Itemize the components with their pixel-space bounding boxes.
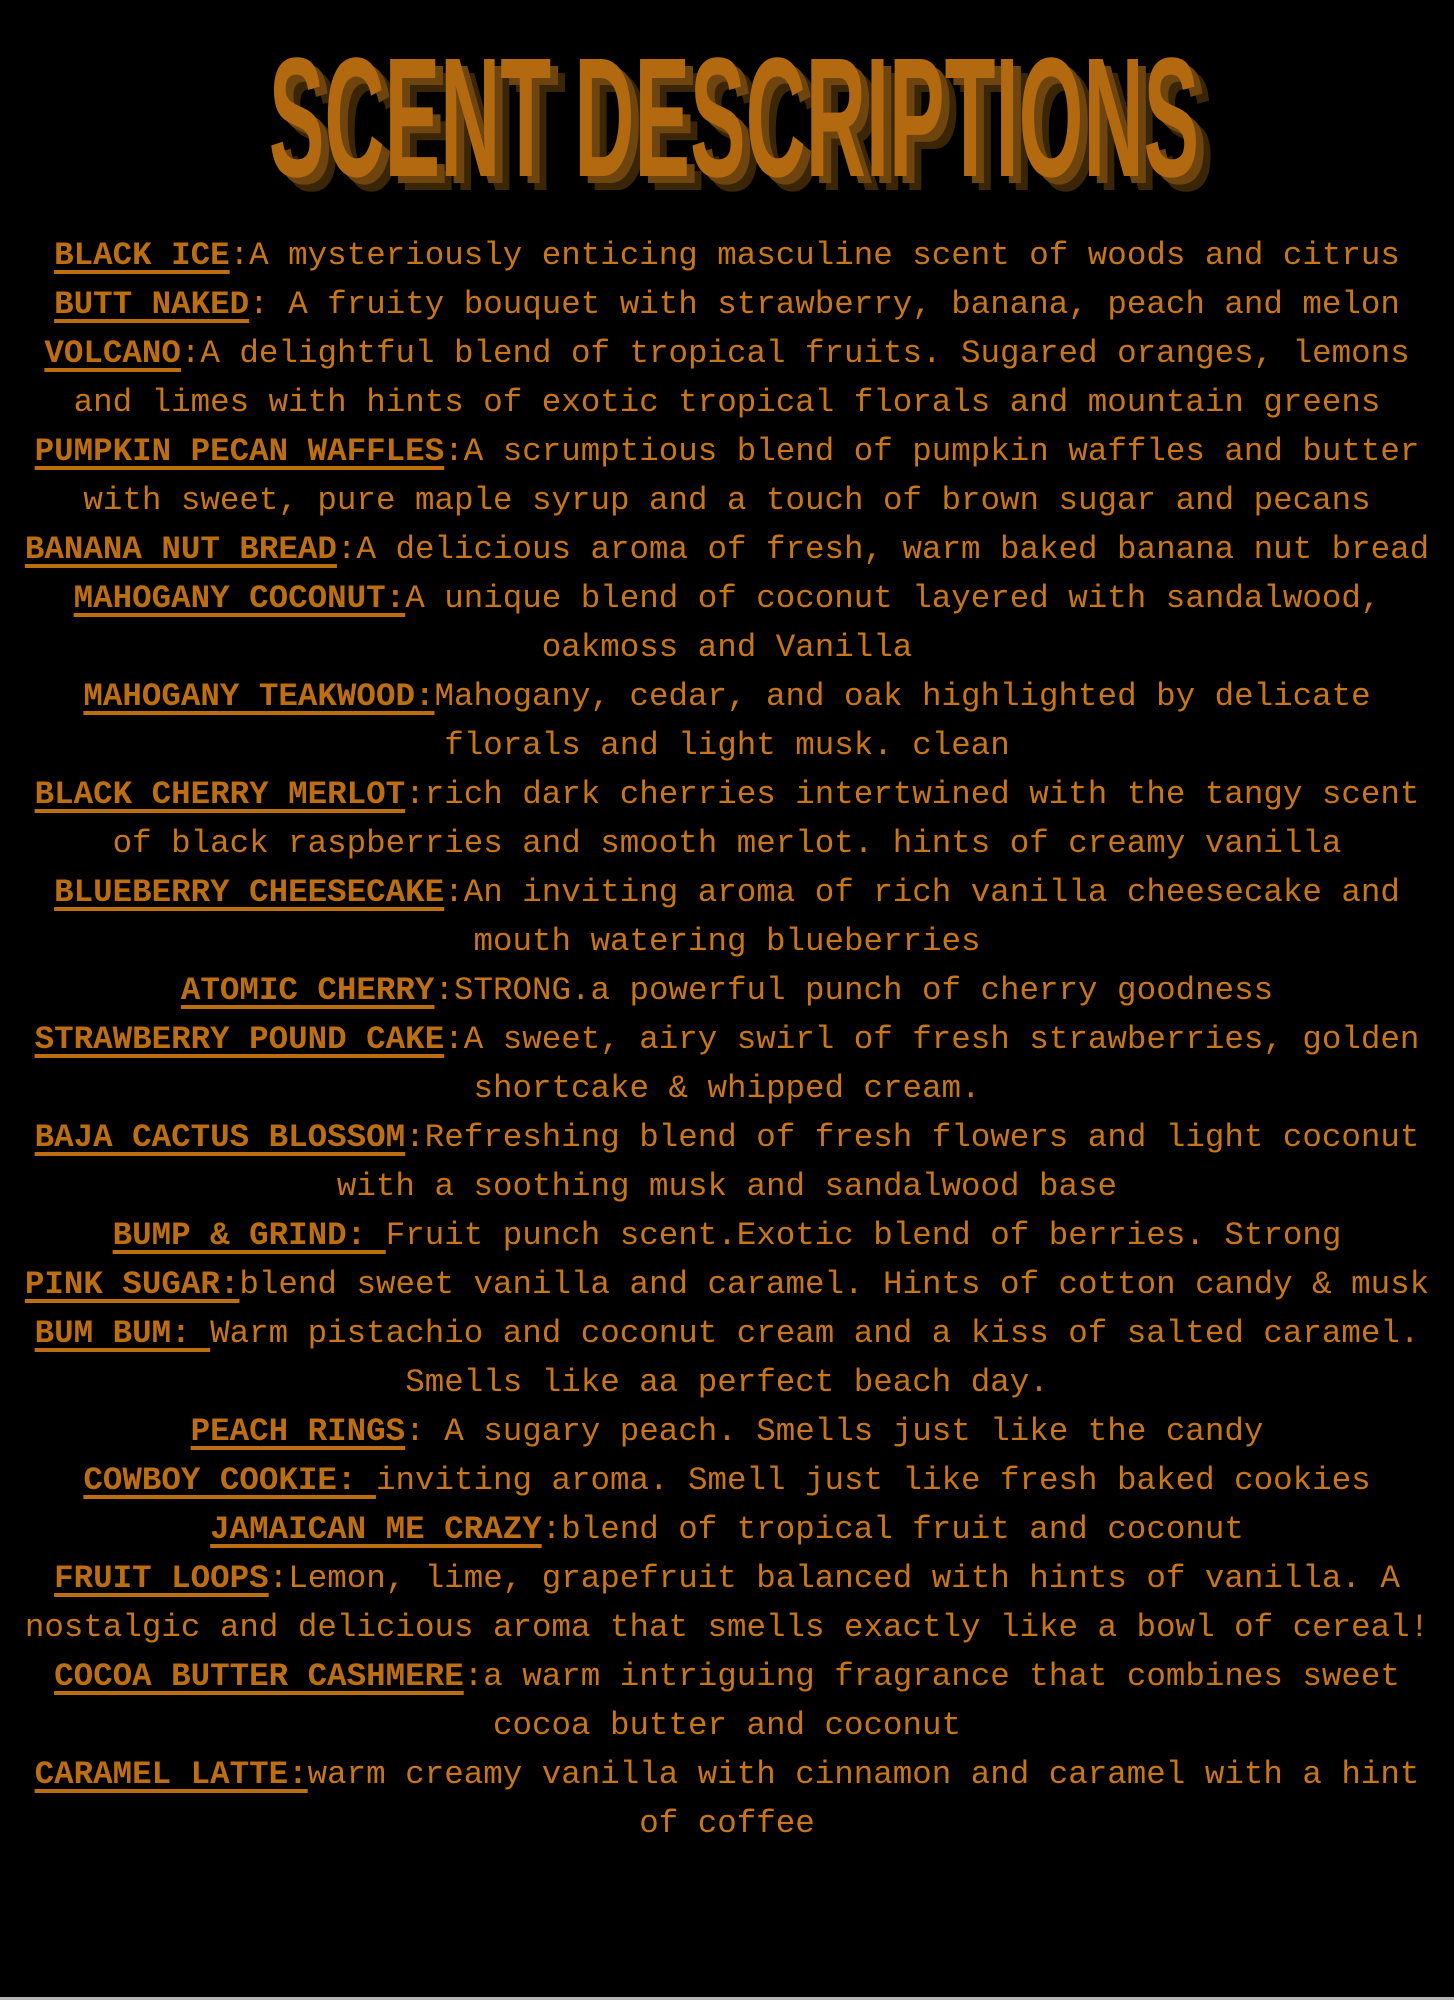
scent-separator: : — [444, 1021, 464, 1058]
scent-description: A delightful blend of tropical fruits. Sugared oranges, lemons and limes with hints of exotic tropical florals and mountain greens — [73, 335, 1410, 421]
scent-description: inviting aroma. Smell just like fresh baked cookies — [375, 1462, 1371, 1499]
scent-entry — [17, 1260, 1437, 1309]
scent-description: A sweet, airy swirl of fresh strawberries, golden shortcake & whipped cream. — [463, 1021, 1420, 1107]
scent-name: BANANA NUT BREAD — [24, 531, 337, 568]
scent-entry — [17, 1652, 1437, 1750]
scent-description: blend sweet vanilla and caramel. Hints of cotton candy & musk — [239, 1266, 1430, 1303]
scent-name: FRUIT LOOPS — [54, 1560, 269, 1597]
scent-name: COWBOY COOKIE: — [83, 1462, 376, 1499]
scent-description: rich dark cherries intertwined with the tangy scent of black raspberries and smooth merlot. hints of creamy vanilla — [112, 776, 1420, 862]
scent-name: MAHOGANY TEAKWOOD: — [83, 678, 435, 715]
scent-separator: : — [249, 286, 289, 323]
scent-name: PEACH RINGS — [190, 1413, 406, 1450]
scent-entry — [17, 1750, 1437, 1848]
scent-separator: : — [444, 874, 464, 911]
scent-entry — [17, 868, 1437, 966]
scent-name: PUMPKIN PECAN WAFFLES — [34, 433, 445, 470]
scent-list — [17, 231, 1437, 1848]
scent-name: JAMAICAN ME CRAZY — [210, 1511, 542, 1548]
scent-description: A fruity bouquet with strawberry, banana, peach and melon — [288, 286, 1400, 323]
scent-name: BLUEBERRY CHEESECAKE — [54, 874, 445, 911]
scent-description: Mahogany, cedar, and oak highlighted by delicate florals and light musk. clean — [434, 678, 1371, 764]
scent-name: MAHOGANY COCONUT: — [73, 580, 406, 617]
scent-entry — [17, 672, 1437, 770]
scent-entry — [17, 574, 1437, 672]
scent-name: PINK SUGAR: — [24, 1266, 240, 1303]
scent-description: STRONG.a powerful punch of cherry goodness — [453, 972, 1274, 1009]
scent-separator: : — [180, 335, 201, 372]
scent-name: BLACK CHERRY MERLOT — [34, 776, 406, 813]
scent-separator: : — [405, 1119, 425, 1156]
scent-name: BAJA CACTUS BLOSSOM — [34, 1119, 406, 1156]
scent-description: A mysteriously enticing masculine scent of woods and citrus — [249, 237, 1400, 274]
scent-separator: : — [444, 433, 464, 470]
scent-entry — [17, 231, 1437, 280]
scent-description: A sugary peach. Smells just like the candy — [444, 1413, 1264, 1450]
scent-name: BUM BUM: — [34, 1315, 211, 1352]
scent-description: warm creamy vanilla with cinnamon and caramel with a hint of coffee — [307, 1756, 1420, 1842]
scent-description: Lemon, lime, grapefruit balanced with hints of vanilla. A nostalgic and delicious aroma that smells exactly like a bowl of cereal! — [24, 1560, 1430, 1646]
scent-separator: : — [336, 531, 357, 568]
scent-name: BUMP & GRIND: — [112, 1217, 386, 1254]
scent-entry — [17, 1113, 1437, 1211]
scent-name: ATOMIC CHERRY — [180, 972, 435, 1009]
title-wrap — [0, 0, 1454, 213]
scent-separator: : — [541, 1511, 562, 1548]
scent-name: COCOA BUTTER CASHMERE — [54, 1658, 464, 1695]
scent-separator: : — [405, 776, 425, 813]
scent-entry — [17, 427, 1437, 525]
scent-entry — [17, 1211, 1437, 1260]
scent-entry — [17, 1309, 1437, 1407]
scent-entry — [17, 1407, 1437, 1456]
scent-description: A unique blend of coconut layered with sandalwood, oakmoss and Vanilla — [405, 580, 1381, 666]
scent-entry — [17, 1554, 1437, 1652]
scent-entry — [17, 966, 1437, 1015]
scent-entry — [17, 770, 1437, 868]
scent-entry — [17, 525, 1437, 574]
scent-entry — [17, 1505, 1437, 1554]
scent-name: CARAMEL LATTE: — [34, 1756, 308, 1793]
scent-description: a warm intriguing fragrance that combines sweet cocoa butter and coconut — [483, 1658, 1400, 1744]
scent-name: BUTT NAKED — [54, 286, 250, 323]
scent-entry — [17, 280, 1437, 329]
page-title: SCENT DESCRIPTIONS — [268, 23, 1200, 213]
scent-name: VOLCANO — [44, 335, 181, 372]
scent-name: STRAWBERRY POUND CAKE — [34, 1021, 445, 1058]
scent-description: blend of tropical fruit and coconut — [561, 1511, 1244, 1548]
scent-entry — [17, 1015, 1437, 1113]
scent-description: An inviting aroma of rich vanilla cheesecake and mouth watering blueberries — [463, 874, 1400, 960]
scent-description: A scrumptious blend of pumpkin waffles and butter with sweet, pure maple syrup and a touch of brown sugar and pecans — [83, 433, 1420, 519]
scent-separator: : — [405, 1413, 445, 1450]
scent-separator: : — [434, 972, 454, 1009]
scent-name: BLACK ICE — [54, 237, 230, 274]
scent-entry — [17, 1456, 1437, 1505]
scent-entry — [17, 329, 1437, 427]
scent-description: Fruit punch scent.Exotic blend of berries. Strong — [385, 1217, 1342, 1254]
scent-separator: : — [268, 1560, 289, 1597]
scent-description: A delicious aroma of fresh, warm baked banana nut bread — [356, 531, 1430, 568]
scent-separator: : — [463, 1658, 484, 1695]
scent-separator: : — [229, 237, 250, 274]
scent-description: Refreshing blend of fresh flowers and light coconut with a soothing musk and sandalwood base — [336, 1119, 1420, 1205]
scent-description: Warm pistachio and coconut cream and a kiss of salted caramel. Smells like aa perfect beach day. — [210, 1315, 1420, 1401]
